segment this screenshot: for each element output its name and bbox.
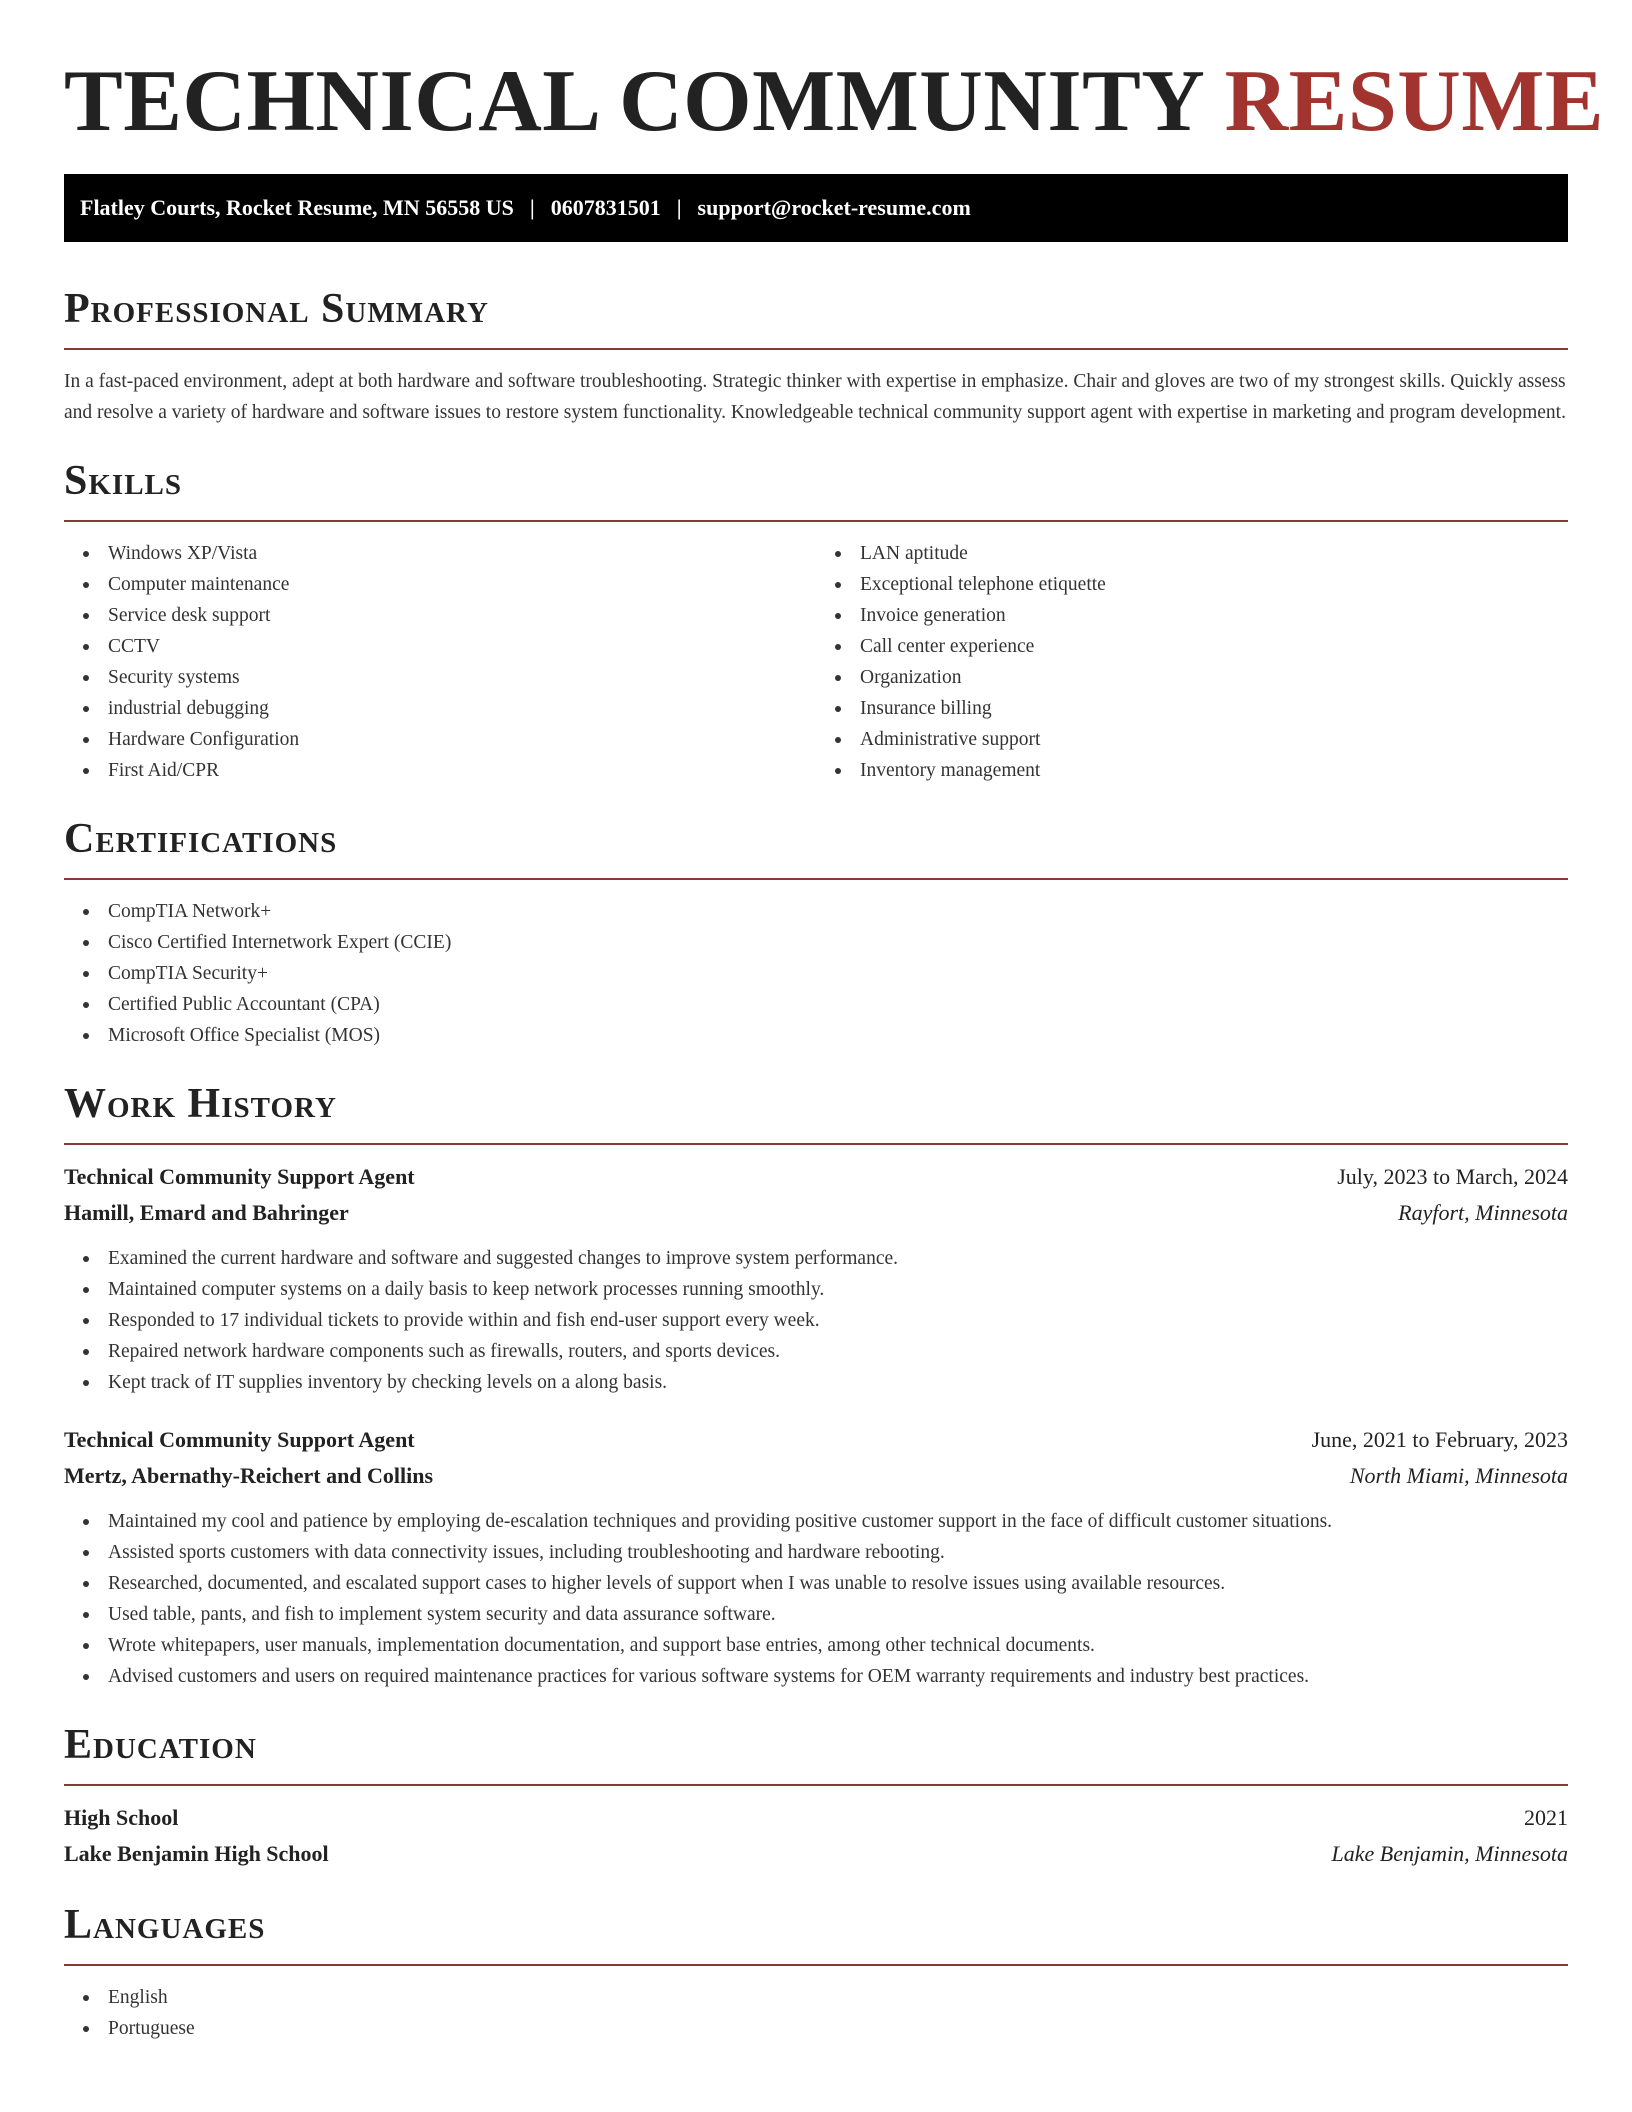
job-title: Technical Community Support Agent xyxy=(64,1164,415,1189)
work-history-section xyxy=(64,1079,1568,1692)
job-duty: Wrote whitepapers, user manuals, implementation documentation, and support base entries, among other technical documents. xyxy=(108,1630,1568,1661)
skills-grid xyxy=(64,538,1568,786)
skill-item: Invoice generation xyxy=(860,600,1568,631)
languages-section xyxy=(64,1900,1568,2044)
skill-item: Administrative support xyxy=(860,724,1568,755)
job-entry xyxy=(64,1159,1568,1398)
section-heading: Professional Summary xyxy=(64,286,489,332)
section-heading: Certifications xyxy=(64,816,338,862)
contact-separator: | xyxy=(676,195,682,220)
language-item: Portuguese xyxy=(108,2013,1568,2044)
job-title: Technical Community Support Agent xyxy=(64,1427,415,1452)
job-company: Hamill, Emard and Bahringer xyxy=(64,1200,349,1225)
skill-item: First Aid/CPR xyxy=(108,755,816,786)
skills-column-left xyxy=(64,538,816,786)
job-duty: Researched, documented, and escalated support cases to higher levels of support when I was unable to resolve issues using available resources. xyxy=(108,1568,1568,1599)
language-item: English xyxy=(108,1982,1568,2013)
job-duty: Repaired network hardware components such as firewalls, routers, and sports devices. xyxy=(108,1336,1568,1367)
certification-item: Microsoft Office Specialist (MOS) xyxy=(108,1020,1568,1051)
certification-item: CompTIA Security+ xyxy=(108,958,1568,989)
section-divider xyxy=(64,1143,1568,1145)
job-duty: Assisted sports customers with data connectivity issues, including troubleshooting and hardware rebooting. xyxy=(108,1537,1568,1568)
job-duty: Used table, pants, and fish to implement system security and data assurance software. xyxy=(108,1599,1568,1630)
skills-section xyxy=(64,456,1568,786)
education-header xyxy=(64,1800,1568,1836)
skill-item: Windows XP/Vista xyxy=(108,538,816,569)
certification-item: Certified Public Accountant (CPA) xyxy=(108,989,1568,1020)
skill-item: Service desk support xyxy=(108,600,816,631)
job-duty: Examined the current hardware and software and suggested changes to improve system performance. xyxy=(108,1243,1568,1274)
resume-title-accent: RESUME xyxy=(1224,53,1605,150)
section-divider xyxy=(64,1964,1568,1966)
skill-item: Inventory management xyxy=(860,755,1568,786)
resume-title-main: TECHNICAL COMMUNITY xyxy=(64,53,1203,150)
certification-item: CompTIA Network+ xyxy=(108,896,1568,927)
job-location: Rayfort, Minnesota xyxy=(1398,1200,1568,1225)
section-divider xyxy=(64,520,1568,522)
resume-title xyxy=(64,52,1605,152)
job-duty: Kept track of IT supplies inventory by checking levels on a along basis. xyxy=(108,1367,1568,1398)
education-entry xyxy=(64,1800,1568,1872)
job-duty: Advised customers and users on required maintenance practices for various software systems for OEM warranty requirements and industry best practices. xyxy=(108,1661,1568,1692)
certifications-section xyxy=(64,814,1568,1051)
skill-item: industrial debugging xyxy=(108,693,816,724)
contact-phone: 0607831501 xyxy=(550,195,661,220)
summary-text: In a fast-paced environment, adept at both hardware and software troubleshooting. Strategic thinker with expertise in emphasize. Chair and gloves are two of my strongest skills. Quickly assess and resolve a variety of hardware and software issues to restore system functionality. Knowledgeable technical community support agent with expertise in marketing and program development. xyxy=(64,371,1566,423)
job-header xyxy=(64,1159,1568,1195)
contact-address: Flatley Courts, Rocket Resume, MN 56558 US xyxy=(80,195,514,220)
certification-item: Cisco Certified Internetwork Expert (CCIE) xyxy=(108,927,1568,958)
skill-item: LAN aptitude xyxy=(860,538,1568,569)
skill-item: Security systems xyxy=(108,662,816,693)
section-divider xyxy=(64,348,1568,350)
education-school: Lake Benjamin High School xyxy=(64,1841,329,1866)
education-degree: High School xyxy=(64,1805,179,1830)
contact-bar xyxy=(64,174,1568,242)
section-heading: Skills xyxy=(64,458,183,504)
job-dates: June, 2021 to February, 2023 xyxy=(1311,1427,1568,1452)
skill-item: Exceptional telephone etiquette xyxy=(860,569,1568,600)
section-heading: Languages xyxy=(64,1902,266,1948)
section-heading: Work History xyxy=(64,1081,337,1127)
job-company: Mertz, Abernathy-Reichert and Collins xyxy=(64,1463,434,1488)
job-dates: July, 2023 to March, 2024 xyxy=(1337,1164,1568,1189)
contact-separator: | xyxy=(529,195,535,220)
skills-column-right xyxy=(816,538,1568,786)
languages-list xyxy=(64,1982,1568,2044)
skill-item: Computer maintenance xyxy=(108,569,816,600)
section-divider xyxy=(64,878,1568,880)
education-subheader xyxy=(64,1836,1568,1872)
certifications-list xyxy=(64,896,1568,1051)
skills-list-left xyxy=(64,538,816,786)
job-duties-list xyxy=(64,1243,1568,1398)
job-entry xyxy=(64,1422,1568,1692)
contact-email: support@rocket-resume.com xyxy=(697,195,971,220)
section-heading: Education xyxy=(64,1722,257,1768)
education-year: 2021 xyxy=(1524,1805,1568,1830)
skills-list-right xyxy=(816,538,1568,786)
job-subheader xyxy=(64,1458,1568,1494)
education-section xyxy=(64,1720,1568,1872)
skill-item: Organization xyxy=(860,662,1568,693)
job-duty: Responded to 17 individual tickets to provide within and fish end-user support every week. xyxy=(108,1305,1568,1336)
job-location: North Miami, Minnesota xyxy=(1349,1463,1568,1488)
summary-section xyxy=(64,284,1568,428)
job-duty: Maintained my cool and patience by employing de-escalation techniques and providing positive customer support in the face of difficult customer situations. xyxy=(108,1506,1568,1537)
skill-item: CCTV xyxy=(108,631,816,662)
section-divider xyxy=(64,1784,1568,1786)
job-duty: Maintained computer systems on a daily basis to keep network processes running smoothly. xyxy=(108,1274,1568,1305)
job-header xyxy=(64,1422,1568,1458)
skill-item: Insurance billing xyxy=(860,693,1568,724)
education-location: Lake Benjamin, Minnesota xyxy=(1331,1841,1568,1866)
job-subheader xyxy=(64,1195,1568,1231)
skill-item: Call center experience xyxy=(860,631,1568,662)
skill-item: Hardware Configuration xyxy=(108,724,816,755)
job-duties-list xyxy=(64,1506,1568,1692)
